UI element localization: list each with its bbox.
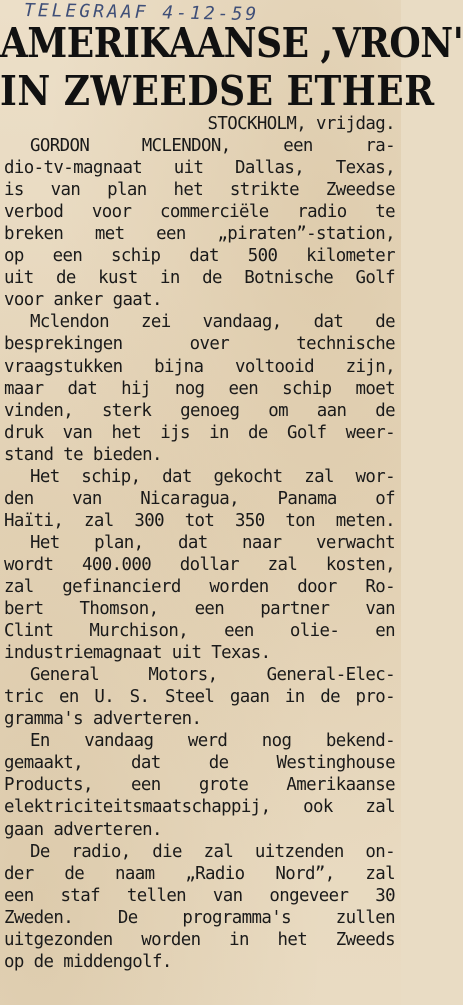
article-line: dio-tv-magnaat uit Dallas, Texas,: [4, 158, 395, 179]
article-line: De radio, die zal uitzenden on-: [30, 841, 395, 862]
article-line: op een schip dat 500 kilometer: [4, 246, 395, 267]
article-line: Het plan, dat naar verwacht: [30, 532, 395, 553]
handwritten-note: TELEGRAAF 4-12-59: [23, 0, 260, 26]
article-line: vraagstukken bijna voltooid zijn,: [4, 356, 395, 377]
headline-line-2: IN ZWEEDSE ETHER: [0, 66, 435, 116]
dateline: STOCKHOLM, vrijdag.: [207, 114, 395, 134]
article-line: voor anker gaat.: [4, 290, 162, 311]
article-line: verbod voor commerciële radio te: [4, 202, 395, 223]
article-line: industriemagnaat uit Texas.: [4, 643, 271, 664]
article-line: gemaakt, dat de Westinghouse: [4, 753, 395, 774]
article-line: Haïti, zal 300 tot 350 ton meten.: [4, 510, 395, 531]
article-line: maar dat hij nog een schip moet: [4, 378, 395, 399]
article-line: uitgezonden worden in het Zweeds: [4, 929, 395, 950]
article-line: Clint Murchison, een olie- en: [4, 621, 395, 642]
article-line: Mclendon zei vandaag, dat de: [30, 312, 395, 333]
article-line: stand te bieden.: [4, 444, 162, 465]
article-line: op de middengolf.: [4, 951, 172, 972]
article-line: een staf tellen van ongeveer 30: [4, 885, 395, 906]
article-line: elektriciteitsmaatschappij, ook zal: [4, 797, 395, 818]
headline-line-1: AMERIKAANSE ,VRON': [0, 18, 463, 68]
article-line: besprekingen over technische: [4, 334, 395, 355]
article-line: Zweden. De programma's zullen: [4, 907, 395, 928]
article-line: zal gefinancierd worden door Ro-: [4, 576, 395, 597]
article-line: vinden, sterk genoeg om aan de: [4, 400, 395, 421]
article-line: is van plan het strikte Zweedse: [4, 180, 395, 201]
article-line: breken met een „piraten”-station,: [4, 224, 395, 245]
article-line: Het schip, dat gekocht zal wor-: [30, 466, 395, 487]
article-line: General Motors, General-Elec-: [30, 665, 395, 686]
article-line: GORDON MCLENDON, een ra-: [30, 136, 395, 157]
article-lines: [4, 135, 395, 973]
article-line: gramma's adverteren.: [4, 709, 202, 730]
article-line: den van Nicaragua, Panama of: [4, 488, 395, 509]
article-line: uit de kust in de Botnische Golf: [4, 268, 395, 289]
article-line: gaan adverteren.: [4, 819, 162, 840]
article-line: bert Thomson, een partner van: [4, 599, 395, 620]
article-line: der de naam „Radio Nord”, zal: [4, 863, 395, 884]
article-line: En vandaag werd nog bekend-: [30, 731, 395, 752]
article-line: Products, een grote Amerikaanse: [4, 775, 395, 796]
article-line: tric en U. S. Steel gaan in de pro-: [4, 687, 395, 708]
article-line: druk van het ijs in de Golf weer-: [4, 422, 395, 443]
article-body: [4, 113, 395, 973]
article-line: wordt 400.000 dollar zal kosten,: [4, 554, 395, 575]
